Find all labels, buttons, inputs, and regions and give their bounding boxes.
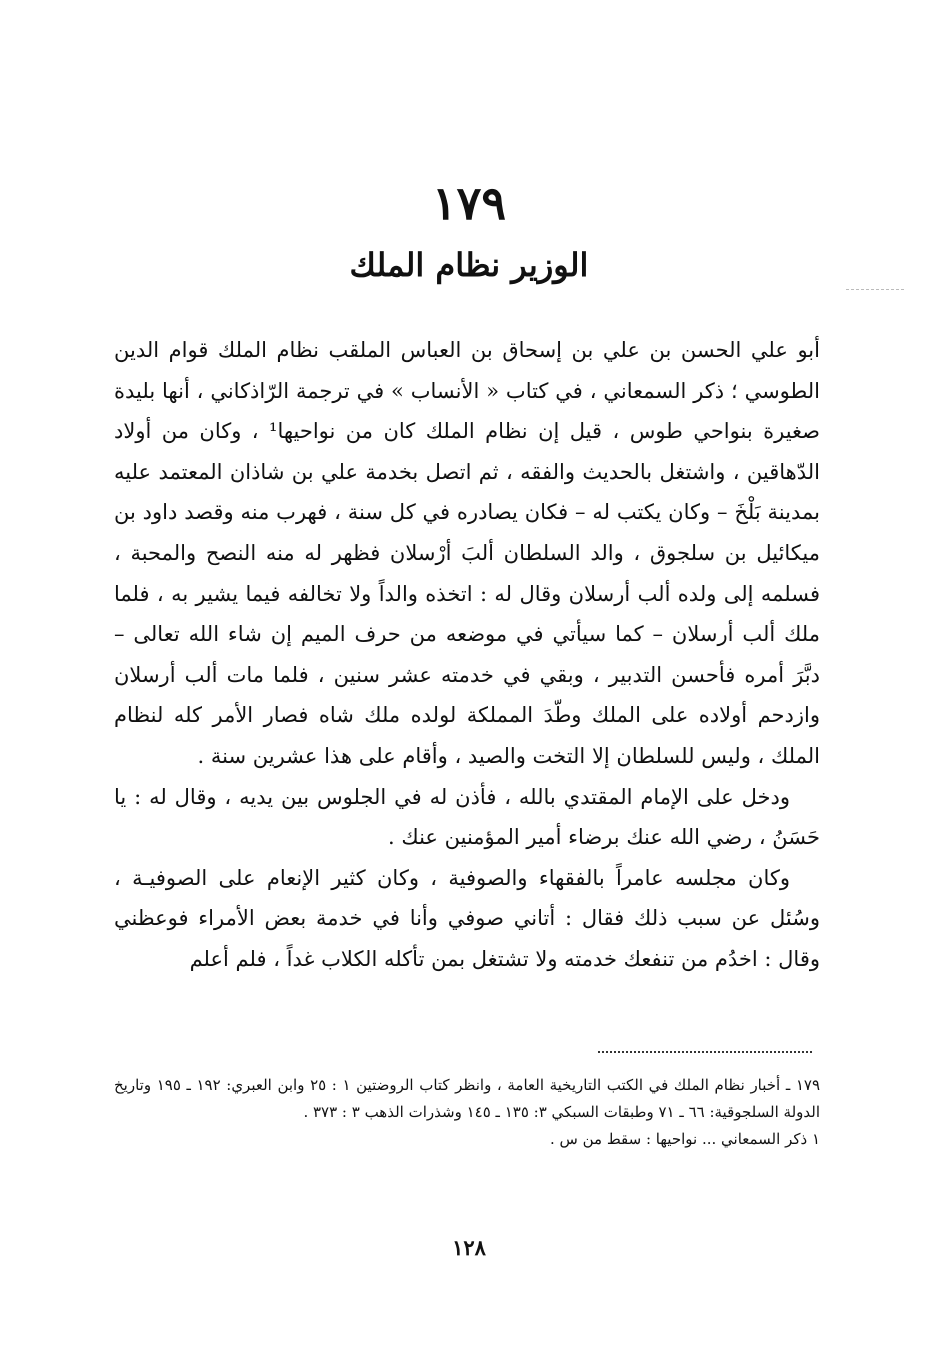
paragraph-1: أبو علي الحسن بن علي بن إسحاق بن العباس الملقب نظام الملك قوام الدين الطوسي ؛ ذكر السمعاني ، في كتاب « الأنساب » في ترجمة الرّاذكاني ، أنها بليدة صغيرة بنواحي طوس ، قيل إن نظام الملك كان من نواحيها¹ ، وكان من أولاد الدّهاقين ، واشتغل بالحديث والفقه ، ثم اتصل بخدمة علي بن شاذان المعتمد عليه بمدينة بَلْخَ – وكان يكتب له – فكان يصادره في كل سنة ، فهرب منه وقصد داود بن ميكائيل بن سلجوق ، والد السلطان ألبَ أرْسلان فظهر له منه النصح والمحبة ، فسلمه إلى ولده ألب أرسلان وقال له : اتخذه والداً ولا تخالفه فيما يشير به ، فلما ملك ألب أرسلان – كما سيأتي في موضعه من حرف الميم إن شاء الله تعالى – دبَّرَ أمره فأحسن التدبير ، وبقي في خدمته عشر سنين ، فلما مات ألب أرسلان وازدحم أولاده على الملك وطّدَ المملكة لولده ملك شاه فصار الأمر كله لنظام الملك ، وليس للسلطان إلا التخت والصيد ، وأقام على هذا عشرين سنة . bbox=[114, 338, 820, 768]
entry-number: ١٧٩ bbox=[431, 176, 507, 230]
paragraph-2: ودخل على الإمام المقتدي بالله ، فأذن له في الجلوس بين يديه ، وقال له : يا حَسَنُ ، رضي الله عنك برضاء أمير المؤمنين عنك . bbox=[114, 784, 820, 850]
paragraph-3: وكان مجلسه عامراً بالفقهاء والصوفية ، وكان كثير الإنعام على الصوفيـة ، وسُئل عن سبب ذلك فقال : أتاني صوفي وأنا في خدمة بعض الأمراء فوعظني وقال : اخدُم من تنفعك خدمته ولا تشتغل بمن تأكله الكلاب غداً ، فلم أعلم bbox=[114, 865, 820, 971]
body-text bbox=[114, 330, 820, 980]
footnote-1: ١ ذكر السمعاني ... نواحيها : سقط من س . bbox=[549, 1130, 820, 1148]
footnotes bbox=[114, 1072, 820, 1153]
entry-title: الوزير نظام الملك bbox=[349, 246, 589, 284]
margin-mark bbox=[846, 289, 904, 290]
page-number: ١٢٨ bbox=[452, 1235, 486, 1260]
footnote-source: ١٧٩ ـ أخبار نظام الملك في الكتب التاريخية العامة ، وانظر كتاب الروضتين ١ : ٢٥ وابن العبري: ١٩٢ ـ ١٩٥ وتاريخ الدولة السلجوقية: ٦٦ ـ ٧١ وطبقات السبكي ٣: ١٣٥ ـ ١٤٥ وشذرات الذهب ٣ : ٣٧٣ . bbox=[114, 1076, 820, 1121]
footnote-separator bbox=[598, 1051, 812, 1053]
